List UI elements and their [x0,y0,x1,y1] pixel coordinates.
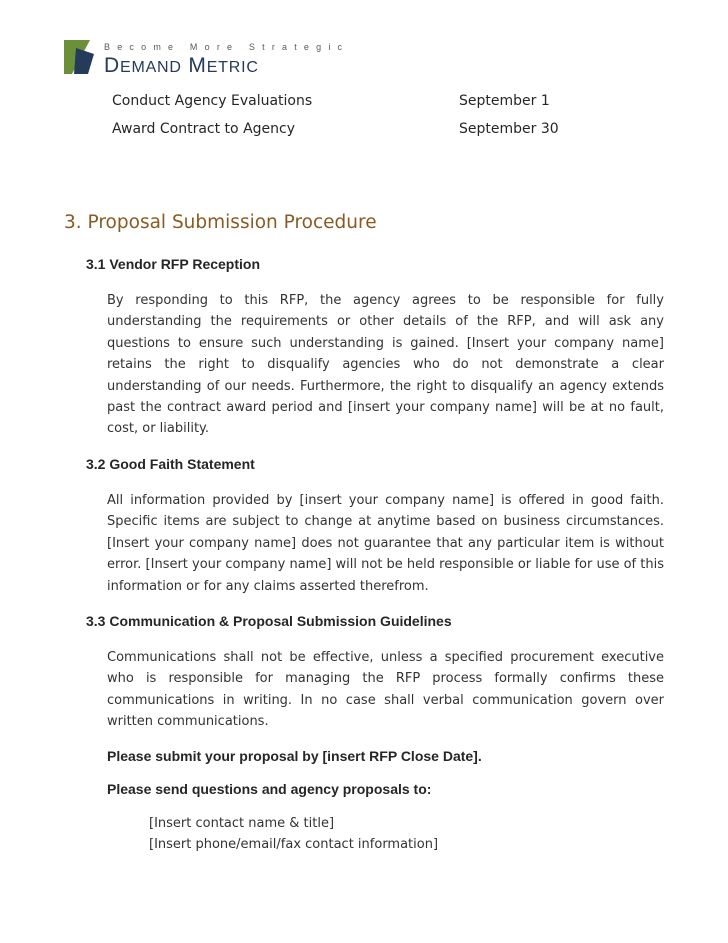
subsection-heading-communication-guidelines: 3.3 Communication & Proposal Submission Guidelines [86,613,452,629]
timeline-row [112,118,672,146]
timeline-task: Award Contract to Agency [112,121,295,137]
logo-word-emand: EMAND [119,59,182,76]
good-faith-statement-paragraph: All information provided by [insert your company name] is offered in good faith. Specific items are subject to change at anytime based on business circumstances. [Insert your company name] does not guarantee that any particular item is without error. [Insert your company name] will not be held responsible or liable for use of this information or for any claims asserted therefrom. [107,493,664,594]
submit-deadline-line: Please submit your proposal by [insert RFP Close Date]. [107,748,482,764]
logo-word-etric: ETRIC [206,59,259,76]
logo-letter-m: M [188,54,207,77]
section-title: 3. Proposal Submission Procedure [64,212,377,233]
send-proposals-line: Please send questions and agency proposals to: [107,781,432,797]
logo-wordmark [104,54,259,78]
timeline-date: September 30 [459,121,559,137]
vendor-rfp-reception-paragraph: By responding to this RFP, the agency agrees to be responsible for fully understanding the requirements or other details of the RFP, and will ask any questions to ensure such understanding is gained. [Insert your company name] retains the right to disqualify agencies who do not demonstrate a clear understanding of our needs. Furthermore, the right to disqualify an agency extends past the contract award period and [insert your company name] will be at no fault, cost, or liability. [107,293,664,437]
communication-guidelines-paragraph: Communications shall not be effective, unless a specified procurement executive who is responsible for managing the RFP process formally confirms these communications in writing. In no case shall verbal communication govern over written communications. [107,650,664,730]
contact-info-placeholder: [Insert phone/email/fax contact information] [149,837,439,852]
timeline-row [112,90,672,118]
subsection-heading-good-faith-statement: 3.2 Good Faith Statement [86,456,255,472]
demand-metric-logo-mark-icon [64,40,98,74]
logo-tagline: Become More Strategic [104,42,350,52]
demand-metric-logo [64,40,354,80]
timeline-table [112,90,672,146]
subsection-heading-vendor-rfp-reception: 3.1 Vendor RFP Reception [86,256,261,272]
timeline-date: September 1 [459,93,550,109]
logo-letter-d: D [104,54,120,77]
timeline-task: Conduct Agency Evaluations [112,93,313,109]
contact-name-placeholder: [Insert contact name & title] [149,816,335,831]
